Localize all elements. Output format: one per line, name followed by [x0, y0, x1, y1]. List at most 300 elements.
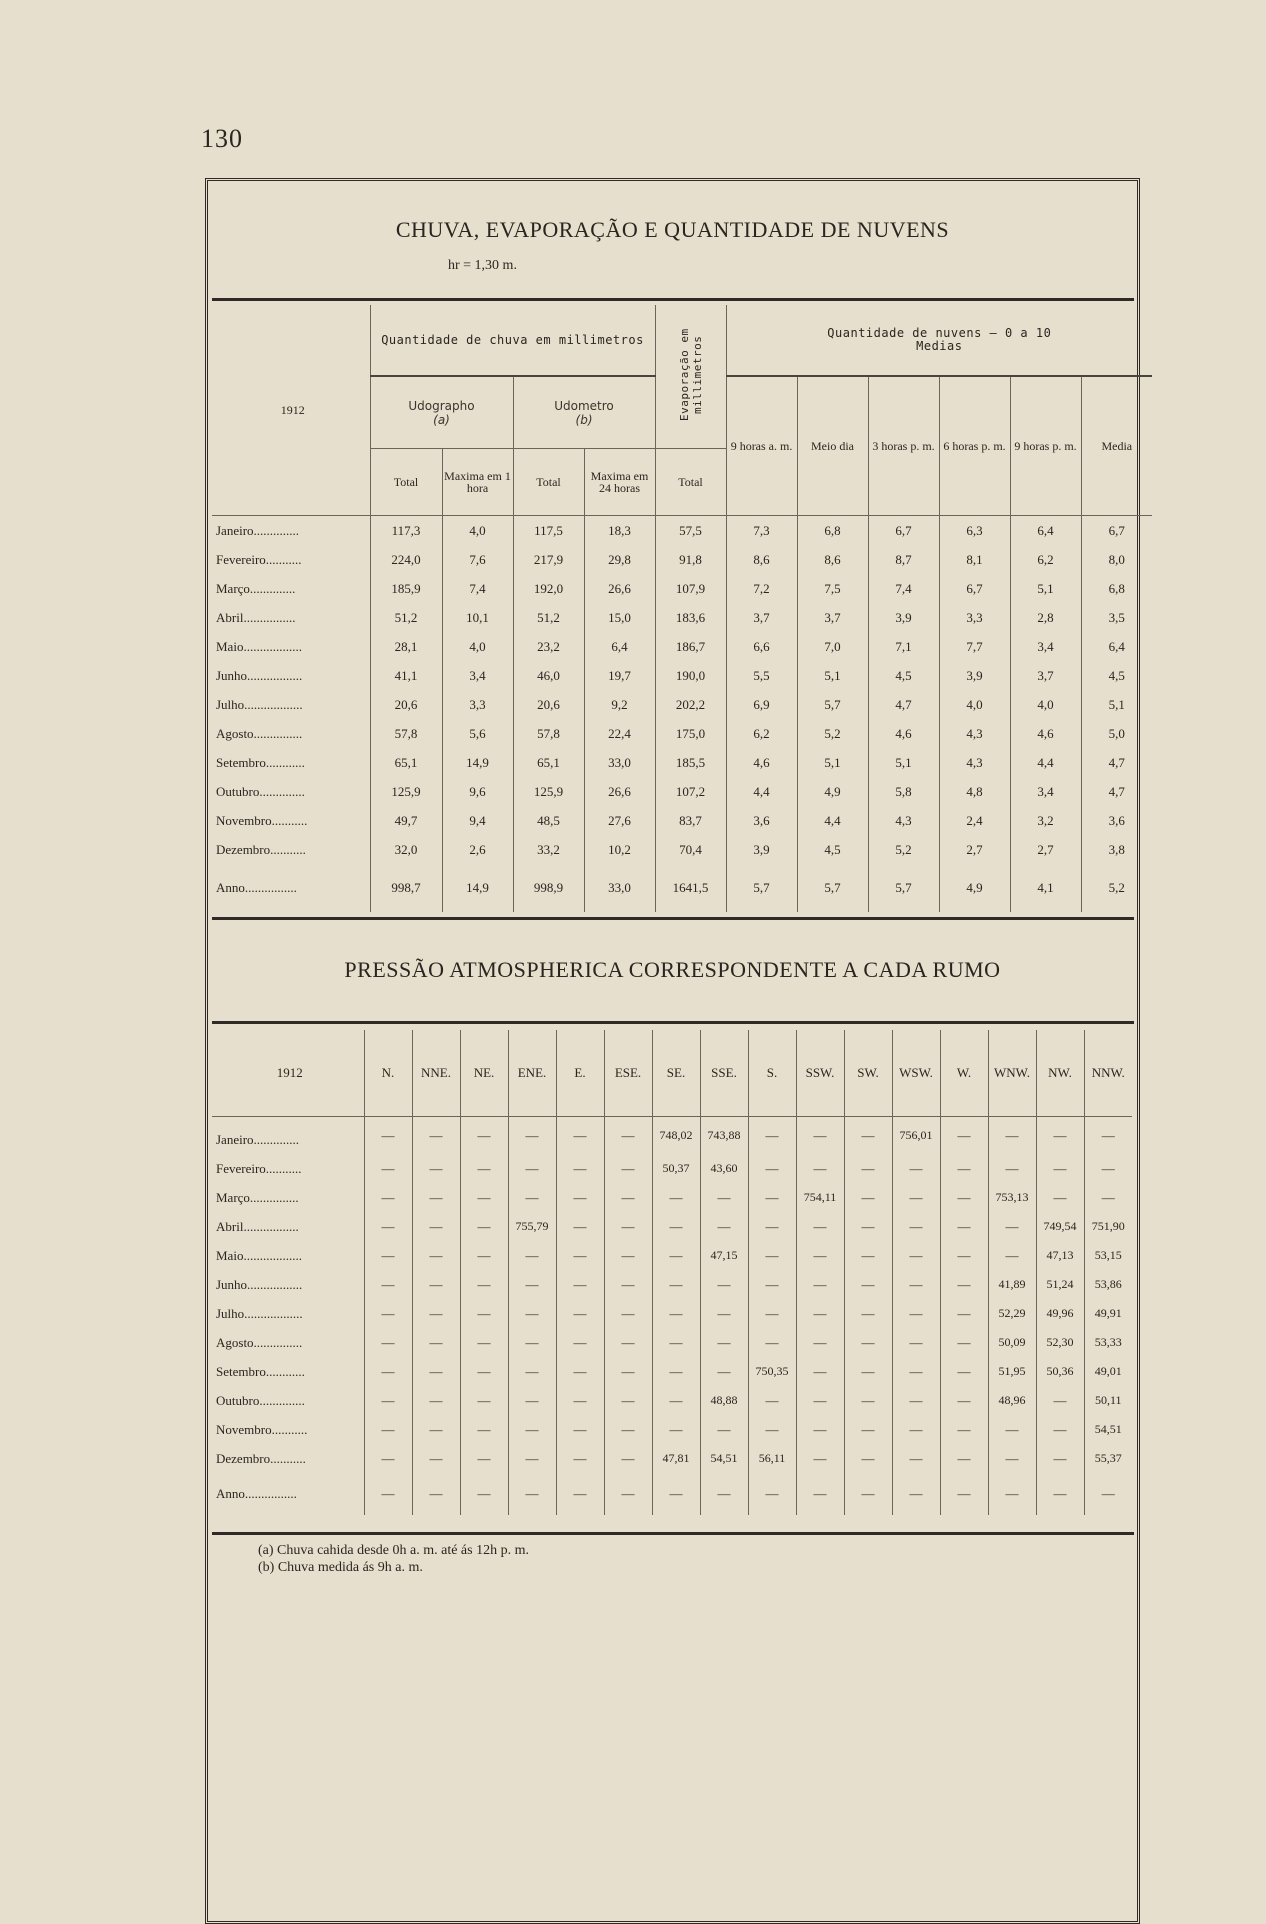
table-cell: 4,8 — [939, 777, 1010, 806]
table-cell: — — [796, 1117, 844, 1155]
table-cell: 27,6 — [584, 806, 655, 835]
table-cell: 57,8 — [513, 719, 584, 748]
footnote-a: (a) Chuva cahida desde 0h a. m. até ás 12h p. m. — [258, 1543, 529, 1558]
table-cell: 47,15 — [700, 1241, 748, 1270]
table-cell: 41,1 — [370, 661, 442, 690]
table-cell: — — [604, 1415, 652, 1444]
table-row — [212, 603, 1152, 632]
table-cell: 8,0 — [1081, 545, 1152, 574]
table-cell: 190,0 — [655, 661, 726, 690]
table-cell: 5,1 — [797, 661, 868, 690]
table-cell: — — [604, 1212, 652, 1241]
table-cell: 5,2 — [1081, 864, 1152, 912]
udographo-total: Total — [370, 449, 442, 516]
month-label: Abril................ — [216, 609, 296, 625]
table-cell: 6,9 — [726, 690, 797, 719]
table-cell: — — [364, 1328, 412, 1357]
footnote-b: (b) Chuva medida ás 9h a. m. — [258, 1560, 423, 1575]
table-row — [212, 748, 1152, 777]
table-cell: 5,1 — [868, 748, 939, 777]
table-cell: 46,0 — [513, 661, 584, 690]
table-cell: — — [940, 1357, 988, 1386]
annual-row — [212, 864, 1152, 912]
table-cell: 41,89 — [988, 1270, 1036, 1299]
table-row — [212, 1328, 1132, 1357]
table-cell: — — [748, 1241, 796, 1270]
table-cell: 5,1 — [797, 748, 868, 777]
table-cell: 14,9 — [442, 748, 513, 777]
month-label: Março.............. — [216, 580, 296, 596]
direction-header: N. — [364, 1030, 412, 1117]
table-cell: — — [364, 1270, 412, 1299]
table-cell: — — [796, 1386, 844, 1415]
table-cell: — — [604, 1444, 652, 1473]
table-cell: — — [364, 1299, 412, 1328]
table-cell: 48,96 — [988, 1386, 1036, 1415]
table-cell: — — [412, 1357, 460, 1386]
table-cell: 20,6 — [513, 690, 584, 719]
table-row — [212, 1212, 1132, 1241]
table-cell: — — [940, 1328, 988, 1357]
table-cell: — — [700, 1328, 748, 1357]
table-cell: 125,9 — [513, 777, 584, 806]
table-cell: 6,4 — [1081, 632, 1152, 661]
table-cell: 8,6 — [797, 545, 868, 574]
table-cell: — — [460, 1386, 508, 1415]
month-label: Anno................ — [216, 880, 297, 895]
direction-header: NE. — [460, 1030, 508, 1117]
table-cell: — — [940, 1117, 988, 1155]
page-number: 130 — [201, 124, 243, 153]
table-cell: 3,4 — [442, 661, 513, 690]
table-cell: 6,4 — [1010, 516, 1081, 546]
table-cell: 54,51 — [1084, 1415, 1132, 1444]
table-cell: 5,2 — [797, 719, 868, 748]
table-cell: 7,4 — [442, 574, 513, 603]
table-cell: 7,1 — [868, 632, 939, 661]
table-cell: 50,09 — [988, 1328, 1036, 1357]
table-cell: 54,51 — [700, 1444, 748, 1473]
table-cell: — — [508, 1117, 556, 1155]
table-cell: — — [412, 1328, 460, 1357]
table-cell: 4,4 — [1010, 748, 1081, 777]
table-cell: 3,7 — [797, 603, 868, 632]
table-cell: — — [700, 1212, 748, 1241]
table-cell: — — [844, 1444, 892, 1473]
table-cell: — — [364, 1415, 412, 1444]
direction-header: SSE. — [700, 1030, 748, 1117]
table-cell: 7,4 — [868, 574, 939, 603]
month-label: Novembro........... — [216, 1421, 308, 1437]
table-cell: 3,4 — [1010, 777, 1081, 806]
month-label: Janeiro.............. — [216, 522, 300, 538]
table-cell: — — [988, 1212, 1036, 1241]
table-cell: 91,8 — [655, 545, 726, 574]
table-cell: 3,8 — [1081, 835, 1152, 864]
table-cell: 998,7 — [370, 864, 442, 912]
col-media: Media — [1081, 376, 1152, 516]
table-cell: — — [796, 1299, 844, 1328]
table-cell: — — [748, 1415, 796, 1444]
table-cell: — — [460, 1212, 508, 1241]
pressure-table — [212, 1030, 1132, 1515]
table-cell: 9,6 — [442, 777, 513, 806]
table-cell: — — [652, 1183, 700, 1212]
table-cell: — — [412, 1299, 460, 1328]
table-row — [212, 1357, 1132, 1386]
table-cell: 5,7 — [726, 864, 797, 912]
table-row — [212, 632, 1152, 661]
table-cell: — — [604, 1299, 652, 1328]
month-label: Setembro............ — [216, 1363, 305, 1379]
table-cell: 56,11 — [748, 1444, 796, 1473]
table-cell: 10,2 — [584, 835, 655, 864]
table-cell: 4,1 — [1010, 864, 1081, 912]
table-cell: 6,4 — [584, 632, 655, 661]
table-cell: — — [412, 1154, 460, 1183]
table-cell: 8,6 — [726, 545, 797, 574]
table-cell: — — [892, 1270, 940, 1299]
direction-header: NNW. — [1084, 1030, 1132, 1117]
table-cell: 6,6 — [726, 632, 797, 661]
table-cell: — — [364, 1386, 412, 1415]
table-cell: — — [652, 1241, 700, 1270]
table-cell: 107,9 — [655, 574, 726, 603]
table-cell: — — [412, 1415, 460, 1444]
table-cell: — — [940, 1183, 988, 1212]
table-cell: 19,7 — [584, 661, 655, 690]
table-cell: — — [412, 1270, 460, 1299]
table-cell: — — [460, 1183, 508, 1212]
col-noon: Meio dia — [797, 376, 868, 516]
udographo-header: Udographo (a) — [370, 376, 513, 449]
table-row — [212, 1415, 1132, 1444]
table-cell: 7,0 — [797, 632, 868, 661]
table-cell: — — [892, 1241, 940, 1270]
table-cell: 9,4 — [442, 806, 513, 835]
table-cell: 5,1 — [1081, 690, 1152, 719]
table-cell: 4,5 — [797, 835, 868, 864]
table-cell: — — [940, 1270, 988, 1299]
month-label: Agosto............... — [216, 1334, 303, 1350]
table-cell: — — [508, 1328, 556, 1357]
table-cell: — — [700, 1270, 748, 1299]
table-cell: — — [796, 1241, 844, 1270]
table-cell: 33,0 — [584, 864, 655, 912]
table-cell: 70,4 — [655, 835, 726, 864]
table-cell: 28,1 — [370, 632, 442, 661]
table-cell: — — [460, 1444, 508, 1473]
table-cell: — — [652, 1212, 700, 1241]
table-cell: 185,5 — [655, 748, 726, 777]
table-cell: — — [796, 1357, 844, 1386]
table-cell: — — [460, 1473, 508, 1515]
table-cell: 4,6 — [868, 719, 939, 748]
table-cell: — — [844, 1212, 892, 1241]
table-row — [212, 661, 1152, 690]
table-cell: 22,4 — [584, 719, 655, 748]
table-cell: — — [940, 1444, 988, 1473]
table-cell: 5,2 — [868, 835, 939, 864]
col-6pm: 6 horas p. m. — [939, 376, 1010, 516]
table-cell: — — [1036, 1183, 1084, 1212]
direction-header: SW. — [844, 1030, 892, 1117]
table-cell: — — [988, 1415, 1036, 1444]
table-cell: 7,6 — [442, 545, 513, 574]
table-cell: 49,01 — [1084, 1357, 1132, 1386]
table-cell: — — [652, 1415, 700, 1444]
table-cell: — — [412, 1117, 460, 1155]
table-row — [212, 1183, 1132, 1212]
table-cell: — — [700, 1357, 748, 1386]
table-cell: 748,02 — [652, 1117, 700, 1155]
table-cell: — — [604, 1357, 652, 1386]
pressure-body — [212, 1030, 1132, 1515]
table-cell: 26,6 — [584, 574, 655, 603]
table-cell: — — [652, 1357, 700, 1386]
evaporation-total: Total — [655, 449, 726, 516]
table-cell: — — [748, 1328, 796, 1357]
table-cell: — — [556, 1444, 604, 1473]
table-cell: — — [556, 1473, 604, 1515]
table-cell: 6,2 — [726, 719, 797, 748]
table1-bottom-rule — [212, 917, 1134, 920]
direction-header: SE. — [652, 1030, 700, 1117]
table-cell: — — [460, 1357, 508, 1386]
month-label: Fevereiro........... — [216, 1160, 302, 1176]
table-cell: 6,7 — [868, 516, 939, 546]
table1-top-rule — [212, 298, 1134, 301]
table-cell: 33,0 — [584, 748, 655, 777]
table-cell: — — [460, 1415, 508, 1444]
table-cell: — — [988, 1444, 1036, 1473]
direction-header: WSW. — [892, 1030, 940, 1117]
table-cell: — — [460, 1117, 508, 1155]
table-cell: 2,8 — [1010, 603, 1081, 632]
table-cell: 750,35 — [748, 1357, 796, 1386]
table-cell: 3,7 — [726, 603, 797, 632]
table-cell: 2,7 — [939, 835, 1010, 864]
table-cell: 5,1 — [1010, 574, 1081, 603]
table-cell: — — [412, 1212, 460, 1241]
table-row — [212, 1154, 1132, 1183]
table-cell: 2,7 — [1010, 835, 1081, 864]
table2-top-rule — [212, 1021, 1134, 1024]
table-cell: — — [508, 1154, 556, 1183]
month-label: Janeiro.............. — [216, 1131, 300, 1147]
table-cell: 4,0 — [442, 632, 513, 661]
table-cell: 32,0 — [370, 835, 442, 864]
table-cell: — — [1036, 1154, 1084, 1183]
table-cell: 125,9 — [370, 777, 442, 806]
table-cell: — — [892, 1444, 940, 1473]
direction-header: ESE. — [604, 1030, 652, 1117]
rain-clouds-table — [212, 305, 1152, 912]
month-label: Julho.................. — [216, 1305, 303, 1321]
table-cell: — — [604, 1386, 652, 1415]
table-cell: — — [940, 1299, 988, 1328]
table-cell: 51,2 — [513, 603, 584, 632]
table-cell: — — [460, 1154, 508, 1183]
table-cell: 57,5 — [655, 516, 726, 546]
table-row — [212, 516, 1152, 546]
table-cell: — — [364, 1444, 412, 1473]
table-cell: — — [412, 1241, 460, 1270]
table-cell: — — [844, 1328, 892, 1357]
table-cell: — — [556, 1386, 604, 1415]
table-cell: 8,1 — [939, 545, 1010, 574]
table-cell: — — [844, 1241, 892, 1270]
clouds-header: Quantidade de nuvens — 0 a 10 Medias — [726, 305, 1152, 376]
table-cell: — — [556, 1212, 604, 1241]
table-cell: — — [508, 1357, 556, 1386]
table-cell: 53,33 — [1084, 1328, 1132, 1357]
table-cell: — — [844, 1386, 892, 1415]
table-cell: — — [940, 1154, 988, 1183]
table-row — [212, 777, 1152, 806]
month-label: Junho................. — [216, 667, 303, 683]
rain-header: Quantidade de chuva em millimetros — [370, 305, 655, 376]
table-cell: 51,24 — [1036, 1270, 1084, 1299]
month-label: Novembro........... — [216, 812, 308, 828]
table-cell: — — [940, 1386, 988, 1415]
table-cell: — — [1036, 1117, 1084, 1155]
direction-header: SSW. — [796, 1030, 844, 1117]
table-cell: — — [796, 1415, 844, 1444]
table-cell: 10,1 — [442, 603, 513, 632]
table-cell: 4,0 — [442, 516, 513, 546]
table-cell: 6,3 — [939, 516, 1010, 546]
table-cell: 5,7 — [797, 864, 868, 912]
table-cell: — — [1036, 1386, 1084, 1415]
month-label: Anno................ — [216, 1486, 297, 1501]
table-row — [212, 1444, 1132, 1473]
table-cell: 753,13 — [988, 1183, 1036, 1212]
table-cell: — — [1084, 1183, 1132, 1212]
table-cell: 4,6 — [726, 748, 797, 777]
table-cell: — — [892, 1357, 940, 1386]
table-cell: 50,37 — [652, 1154, 700, 1183]
year-label: 1912 — [280, 402, 305, 417]
month-label: Fevereiro........... — [216, 551, 302, 567]
table-cell: 49,96 — [1036, 1299, 1084, 1328]
table-cell: — — [604, 1154, 652, 1183]
table-cell: — — [796, 1473, 844, 1515]
table-row — [212, 1270, 1132, 1299]
table-cell: 4,6 — [1010, 719, 1081, 748]
table-cell: — — [508, 1386, 556, 1415]
col-9am: 9 horas a. m. — [726, 376, 797, 516]
table-cell: — — [892, 1328, 940, 1357]
table-cell: — — [508, 1270, 556, 1299]
table-cell: 998,9 — [513, 864, 584, 912]
table-cell: 3,7 — [1010, 661, 1081, 690]
table-cell: — — [844, 1270, 892, 1299]
table-row — [212, 1386, 1132, 1415]
table-cell: — — [652, 1386, 700, 1415]
table-cell: — — [604, 1270, 652, 1299]
table-cell: 117,3 — [370, 516, 442, 546]
table-cell: — — [892, 1212, 940, 1241]
table-cell: — — [364, 1473, 412, 1515]
table-cell: 49,91 — [1084, 1299, 1132, 1328]
table-cell: 5,0 — [1081, 719, 1152, 748]
table-cell: 4,9 — [797, 777, 868, 806]
table-cell: 43,60 — [700, 1154, 748, 1183]
table-cell: 4,9 — [939, 864, 1010, 912]
table-cell: 4,7 — [1081, 777, 1152, 806]
table-cell: — — [604, 1183, 652, 1212]
month-label: Outubro.............. — [216, 1392, 305, 1408]
month-label: Outubro.............. — [216, 783, 305, 799]
table-cell: — — [1036, 1473, 1084, 1515]
table-cell: — — [748, 1183, 796, 1212]
table-cell: — — [844, 1154, 892, 1183]
direction-header: WNW. — [988, 1030, 1036, 1117]
table-cell: 4,3 — [939, 748, 1010, 777]
table-cell: — — [844, 1299, 892, 1328]
table-cell: — — [508, 1241, 556, 1270]
udographo-max-1h: Maxima em 1 hora — [442, 449, 513, 516]
table-row — [212, 690, 1152, 719]
table-cell: — — [508, 1183, 556, 1212]
direction-header: W. — [940, 1030, 988, 1117]
table-cell: — — [508, 1444, 556, 1473]
table-cell: — — [652, 1270, 700, 1299]
table-cell: — — [748, 1473, 796, 1515]
table-cell: — — [1036, 1415, 1084, 1444]
table-cell: 26,6 — [584, 777, 655, 806]
table-cell: — — [796, 1444, 844, 1473]
table-cell: — — [844, 1357, 892, 1386]
table-cell: 3,3 — [442, 690, 513, 719]
pressure-header-row — [212, 1030, 1132, 1117]
table-cell: — — [556, 1328, 604, 1357]
month-label: Maio.................. — [216, 1247, 302, 1263]
table-row — [212, 1241, 1132, 1270]
table-cell: 4,3 — [868, 806, 939, 835]
table-cell: — — [508, 1299, 556, 1328]
table-cell: 3,4 — [1010, 632, 1081, 661]
table-cell: 749,54 — [1036, 1212, 1084, 1241]
month-label: Julho.................. — [216, 696, 303, 712]
table-cell: 6,7 — [1081, 516, 1152, 546]
table-cell: 755,79 — [508, 1212, 556, 1241]
month-label: Maio.................. — [216, 638, 302, 654]
table-cell: — — [940, 1415, 988, 1444]
table-cell: — — [508, 1473, 556, 1515]
table-cell: — — [364, 1154, 412, 1183]
table-cell: 53,86 — [1084, 1270, 1132, 1299]
udometro-total: Total — [513, 449, 584, 516]
table-cell: 55,37 — [1084, 1444, 1132, 1473]
annual-row — [212, 1473, 1132, 1515]
table-cell: — — [700, 1299, 748, 1328]
table-cell: 2,6 — [442, 835, 513, 864]
table-cell: 3,3 — [939, 603, 1010, 632]
table-cell: 743,88 — [700, 1117, 748, 1155]
table-cell: 50,36 — [1036, 1357, 1084, 1386]
table-cell: — — [700, 1183, 748, 1212]
table-cell: — — [844, 1183, 892, 1212]
table-cell: 1641,5 — [655, 864, 726, 912]
table-cell: — — [412, 1473, 460, 1515]
table-cell: — — [652, 1473, 700, 1515]
evaporation-header: Evaporação em millimetros — [655, 305, 726, 449]
table-cell: 57,8 — [370, 719, 442, 748]
table-cell: 6,2 — [1010, 545, 1081, 574]
table-cell: 186,7 — [655, 632, 726, 661]
